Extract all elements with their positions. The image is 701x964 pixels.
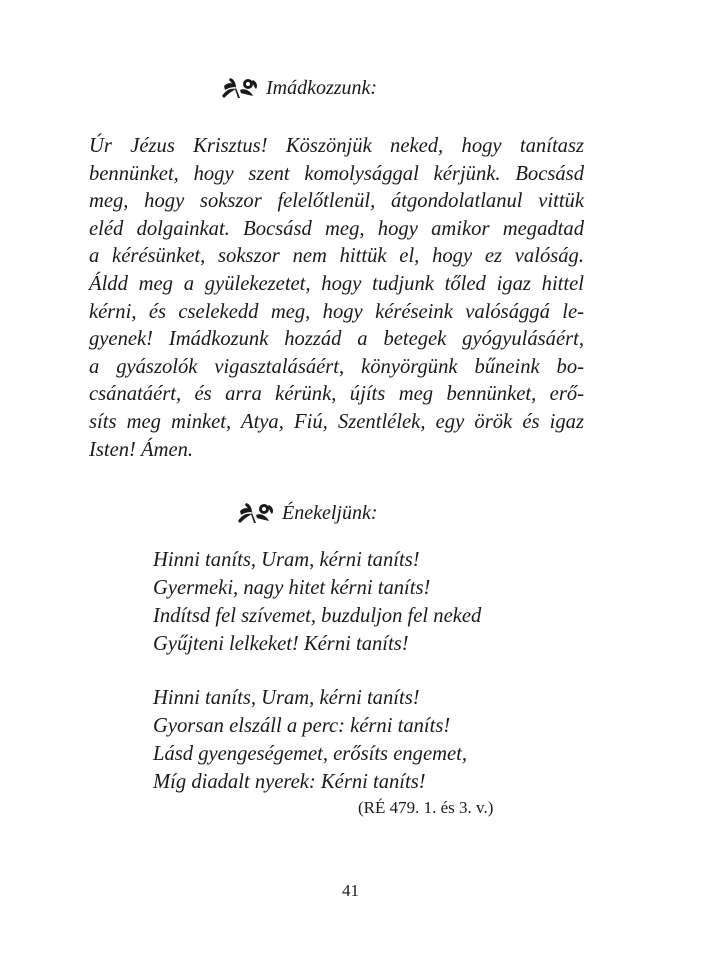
song-line: Hinni taníts, Uram, kérni taníts! (153, 687, 420, 709)
song-stanza (153, 546, 481, 658)
song-line: Míg diadalt nyerek: Kérni taníts! (153, 771, 426, 793)
song-line: Gyermeki, nagy hitet kérni taníts! (153, 577, 431, 599)
song-line: Gyorsan elszáll a perc: kérni taníts! (153, 715, 451, 737)
song-heading (236, 501, 378, 525)
prayer-line: Áldd meg a gyülekezetet, hogy tudjunk tőled igaz hittel (89, 272, 584, 295)
song-line: Lásd gyengeségemet, erősíts engemet, (153, 743, 467, 765)
song-heading-text: Énekeljünk: (282, 502, 378, 524)
prayer-line: Úr Jézus Krisztus! Köszönjük neked, hogy tanítasz (89, 135, 584, 157)
prayer-line: meg, hogy sokszor felelőtlenül, átgondolatlanul vittük (89, 190, 584, 213)
flower-ornament-icon (236, 501, 276, 525)
prayer-line: síts meg minket, Atya, Fiú, Szentlélek, egy örök és igaz (89, 410, 584, 433)
page-number: 41 (342, 881, 359, 900)
prayer-line: eléd dolgainkat. Bocsásd meg, hogy amikor megadtad (89, 217, 584, 240)
flower-ornament-icon (220, 76, 260, 100)
prayer-line: Isten! Ámen. (89, 438, 194, 461)
hymn-reference: (RÉ 479. 1. és 3. v.) (358, 798, 494, 817)
prayer-line: bennünket, hogy szent komolysággal kérjünk. Bocsásd (89, 162, 584, 185)
prayer-line: csánatáért, és arra kérünk, újíts meg bennünket, erő- (89, 383, 584, 406)
prayer-line: kérni, és cselekedd meg, hogy kéréseink valósággá le- (89, 300, 584, 323)
prayer-heading-text: Imádkozzunk: (266, 77, 378, 99)
song-stanza (153, 684, 467, 796)
prayer-line: a gyászolók vigasztalásáért, könyörgünk bűneink bo- (89, 355, 584, 378)
prayer-heading (220, 76, 377, 100)
song-line: Hinni taníts, Uram, kérni taníts! (153, 549, 420, 571)
prayer-line: gyenek! Imádkozunk hozzád a betegek gyógyulásáért, (89, 328, 584, 351)
prayer-line: a kérésünket, sokszor nem hittük el, hogy ez valóság. (89, 245, 584, 268)
song-line: Gyűjteni lelkeket! Kérni taníts! (153, 633, 409, 655)
prayer-text (89, 133, 584, 464)
song-line: Indítsd fel szívemet, buzduljon fel neked (153, 605, 482, 627)
